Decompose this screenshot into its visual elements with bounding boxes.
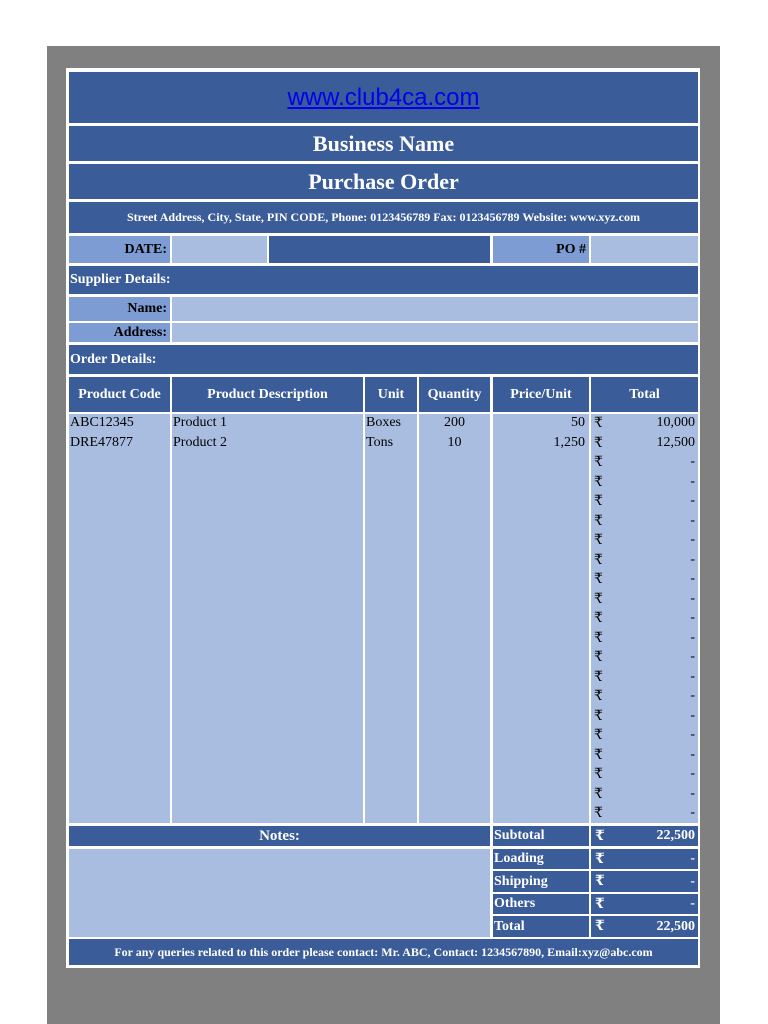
supplier-name-field[interactable] <box>172 297 698 321</box>
summary-loading-label: Loading <box>493 849 589 869</box>
total-row-9-value: - <box>690 571 695 586</box>
col-body-product-description <box>172 414 363 823</box>
summary-shipping-label: Shipping <box>493 871 589 892</box>
total-row-17-value: - <box>690 727 695 742</box>
order-section-label: Order Details: <box>69 345 698 374</box>
business-name: Business Name <box>69 126 698 161</box>
total-row-11-value: - <box>690 610 695 625</box>
summary-total-value <box>591 916 698 937</box>
col-header-total: Total <box>591 377 698 412</box>
total-row-15-currency: ₹ <box>594 689 603 704</box>
total-row-14-currency: ₹ <box>594 669 603 685</box>
total-row-21-value: - <box>690 805 695 820</box>
summary-others-value <box>591 894 698 914</box>
col-header-unit: Unit <box>365 377 417 412</box>
summary-subtotal-value <box>591 826 698 846</box>
item-2-code: DRE47877 <box>70 435 133 450</box>
col-body-price-unit <box>493 414 589 823</box>
summary-total-amount: 22,500 <box>656 918 695 934</box>
supplier-address-label: Address: <box>69 323 170 342</box>
summary-others-label: Others <box>493 894 589 914</box>
total-row-2-value: 12,500 <box>656 434 695 450</box>
item-1-price: 50 <box>571 415 585 430</box>
total-row-21-currency: ₹ <box>594 806 603 821</box>
item-1-code: ABC12345 <box>70 415 134 430</box>
total-row-6-value: - <box>690 512 695 528</box>
po-label: PO # <box>493 236 589 263</box>
total-row-13-currency: ₹ <box>594 650 603 665</box>
total-row-8-currency: ₹ <box>594 552 603 568</box>
supplier-address-field[interactable] <box>172 323 698 342</box>
total-row-10-value: - <box>690 590 695 606</box>
summary-subtotal-currency: ₹ <box>595 828 605 844</box>
col-body-quantity <box>419 414 490 823</box>
item-2-description: Product 2 <box>173 435 228 450</box>
total-row-18-currency: ₹ <box>594 747 603 763</box>
item-1-unit: Boxes <box>366 415 401 430</box>
website-banner <box>69 72 698 123</box>
total-row-5-value: - <box>690 493 695 508</box>
col-body-product-code <box>69 414 170 823</box>
total-row-16-value: - <box>690 707 695 723</box>
summary-subtotal-amount: 22,500 <box>656 828 695 843</box>
supplier-name-label: Name: <box>69 297 170 321</box>
total-row-1-currency: ₹ <box>594 416 603 431</box>
total-row-1-value: 10,000 <box>656 415 695 430</box>
summary-loading-amount: - <box>690 851 695 866</box>
date-label: DATE: <box>69 236 170 263</box>
col-header-quantity: Quantity <box>419 377 490 412</box>
item-1-quantity: 200 <box>444 415 465 430</box>
total-row-17-currency: ₹ <box>594 728 603 743</box>
total-row-15-value: - <box>690 688 695 703</box>
total-row-19-currency: ₹ <box>594 767 603 782</box>
col-header-product-code: Product Code <box>69 377 170 412</box>
summary-others-amount: - <box>690 896 695 911</box>
total-row-8-value: - <box>690 551 695 567</box>
total-row-3-currency: ₹ <box>594 455 603 470</box>
total-row-9-currency: ₹ <box>594 572 603 587</box>
total-row-3-value: - <box>690 454 695 469</box>
item-1-description: Product 1 <box>173 415 228 430</box>
total-row-7-currency: ₹ <box>594 533 603 548</box>
item-2-quantity: 10 <box>447 435 462 450</box>
col-body-unit <box>365 414 417 823</box>
summary-shipping-amount: - <box>690 873 695 889</box>
summary-total-currency: ₹ <box>595 919 605 934</box>
notes-field[interactable] <box>69 849 490 937</box>
summary-loading-value <box>591 849 698 869</box>
total-row-12-value: - <box>690 629 695 645</box>
total-row-11-currency: ₹ <box>594 611 603 626</box>
notes-label: Notes: <box>69 826 490 846</box>
total-row-12-currency: ₹ <box>594 630 603 646</box>
item-2-unit: Tons <box>366 435 394 450</box>
total-row-16-currency: ₹ <box>594 708 603 724</box>
address-line: Street Address, City, State, PIN CODE, Phone: 0123456789 Fax: 0123456789 Website: www.xyz.com <box>69 202 698 233</box>
total-row-2-currency: ₹ <box>594 435 603 451</box>
total-row-4-value: - <box>690 473 695 489</box>
total-row-13-value: - <box>690 649 695 664</box>
total-row-14-value: - <box>690 668 695 684</box>
supplier-section-label: Supplier Details: <box>69 266 698 294</box>
summary-loading-currency: ₹ <box>595 851 605 867</box>
summary-total-label: Total <box>493 916 589 937</box>
document-title: Purchase Order <box>69 164 698 199</box>
total-row-20-value: - <box>690 785 695 801</box>
total-row-6-currency: ₹ <box>594 513 603 529</box>
col-header-price-unit: Price/Unit <box>493 377 589 412</box>
total-row-5-currency: ₹ <box>594 494 603 509</box>
total-row-20-currency: ₹ <box>594 786 603 802</box>
total-row-18-value: - <box>690 746 695 762</box>
date-po-spacer <box>269 236 490 263</box>
summary-subtotal-label: Subtotal <box>493 826 589 846</box>
total-row-4-currency: ₹ <box>594 474 603 490</box>
summary-others-currency: ₹ <box>595 896 605 912</box>
date-field[interactable] <box>172 236 267 263</box>
total-row-7-value: - <box>690 532 695 547</box>
po-field[interactable] <box>591 236 698 263</box>
total-row-19-value: - <box>690 766 695 781</box>
summary-shipping-currency: ₹ <box>595 874 605 889</box>
footer-contact-line: For any queries related to this order please contact: Mr. ABC, Contact: 1234567890, Email:xyz@abc.com <box>69 939 698 965</box>
summary-shipping-value <box>591 871 698 892</box>
total-row-10-currency: ₹ <box>594 591 603 607</box>
website-link[interactable]: www.club4ca.com <box>287 83 480 111</box>
item-2-price: 1,250 <box>553 435 585 450</box>
col-header-product-description: Product Description <box>172 377 363 412</box>
